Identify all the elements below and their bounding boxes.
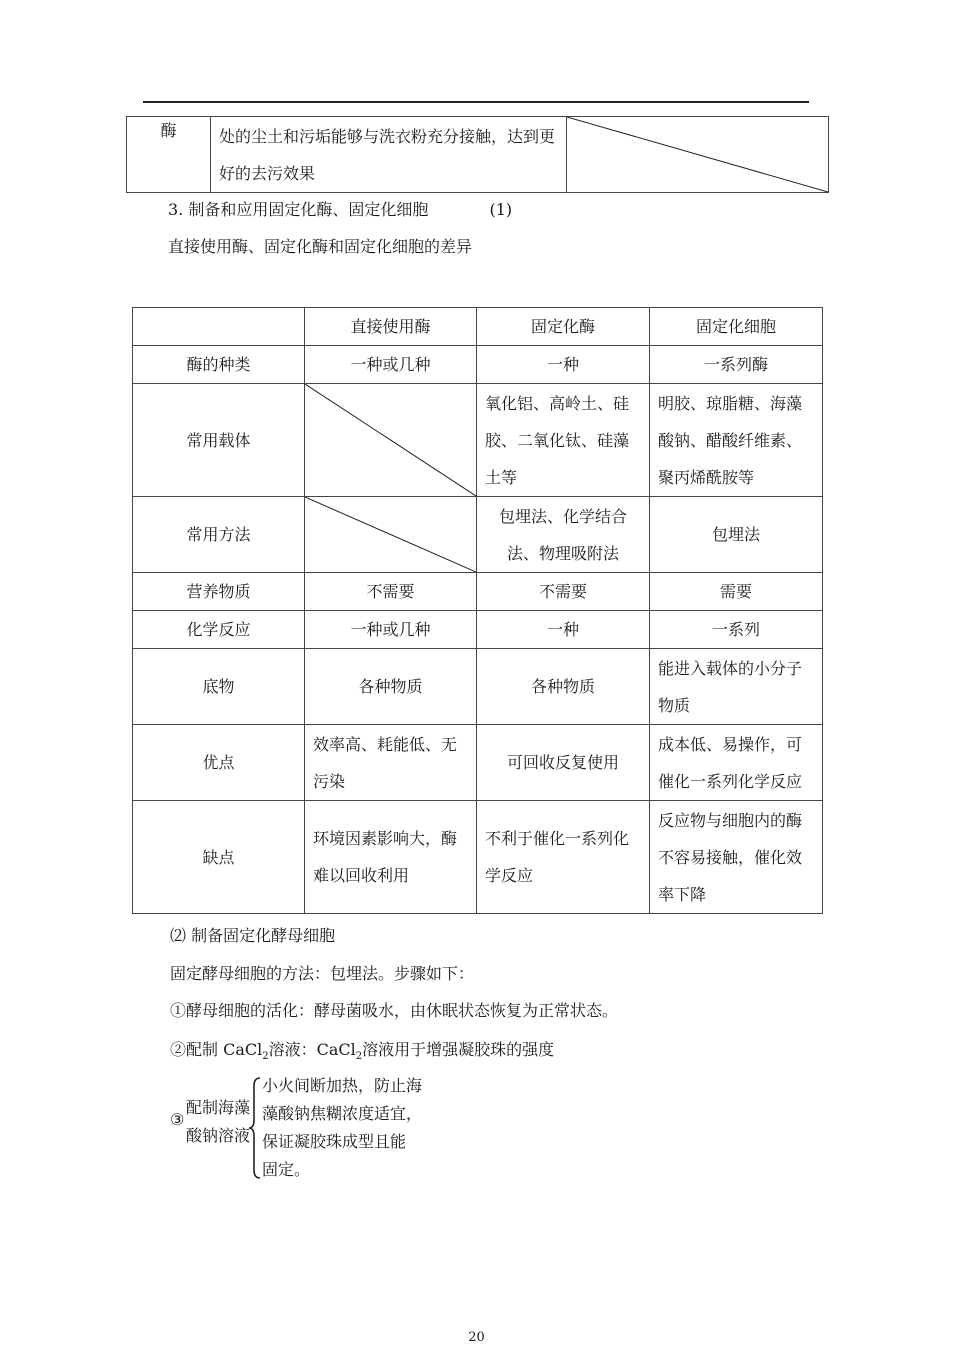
step2-text-a: ②配制 CaCl: [170, 1040, 263, 1059]
cell-cell: 一系列: [650, 611, 823, 649]
cell-direct: 效率高、耗能低、无污染: [305, 725, 477, 801]
cell-enzyme: 氧化铝、高岭土、硅胶、二氧化钛、硅藻土等: [477, 384, 650, 497]
step3-label-line: 配制海藻: [186, 1098, 251, 1117]
table-row: [133, 801, 823, 914]
top-table-diagonal-cell: [567, 117, 829, 193]
step3-marker: ③: [170, 1110, 185, 1129]
top-table-col2: 处的尘土和污垢能够与洗衣粉充分接触，达到更好的去污效果: [211, 117, 567, 193]
cell-cell: 包埋法: [650, 497, 823, 573]
compare-table-header-row: [133, 308, 823, 346]
cell-enzyme: 一种: [477, 346, 650, 384]
section3-heading: [168, 197, 512, 220]
header-cell-cell: 固定化细胞: [650, 308, 823, 346]
step3-detail-line: 藻酸钠焦糊浓度适宜，: [262, 1104, 423, 1123]
row-label: 优点: [133, 725, 305, 801]
page-number: 20: [468, 1330, 485, 1345]
section2-method: 固定酵母细胞的方法：包埋法。步骤如下：: [170, 964, 475, 983]
section2-step2: [170, 1037, 554, 1060]
top-table-col1: 酶: [127, 117, 211, 193]
table-row: [133, 611, 823, 649]
cell-direct-diagonal: [305, 384, 477, 497]
row-label: 营养物质: [133, 573, 305, 611]
cell-direct: 一种或几种: [305, 346, 477, 384]
step3-details: [262, 1072, 422, 1184]
cell-cell: 能进入载体的小分子物质: [650, 649, 823, 725]
cell-enzyme: 各种物质: [477, 649, 650, 725]
cell-direct-diagonal: [305, 497, 477, 573]
header-cell-direct: 直接使用酶: [305, 308, 477, 346]
row-label: 常用载体: [133, 384, 305, 497]
section2-heading: ⑵ 制备固定化酵母细胞: [170, 926, 336, 945]
row-label: 缺点: [133, 801, 305, 914]
table-row: [133, 725, 823, 801]
section2-step1: ①酵母细胞的活化：酵母菌吸水，由休眠状态恢复为正常状态。: [170, 1001, 619, 1020]
row-label: 化学反应: [133, 611, 305, 649]
cell-direct: 一种或几种: [305, 611, 477, 649]
top-table: [126, 116, 829, 193]
cell-enzyme: 不利于催化一系列化学反应: [477, 801, 650, 914]
cell-direct: 不需要: [305, 573, 477, 611]
row-label: 底物: [133, 649, 305, 725]
cell-enzyme: 不需要: [477, 573, 650, 611]
step3-detail-line: 小火间断加热，防止海: [262, 1076, 423, 1095]
header-rule: [143, 101, 809, 103]
table-row: [133, 497, 823, 573]
cell-direct: 各种物质: [305, 649, 477, 725]
cell-enzyme: 包埋法、化学结合法、物理吸附法: [477, 497, 650, 573]
table-row: [133, 573, 823, 611]
curly-brace-icon: [248, 1076, 262, 1180]
table-row: [133, 346, 823, 384]
section3-subheading: 直接使用酶、固定化酶和固定化细胞的差异: [168, 237, 473, 256]
step2-subscript-2: 2: [355, 1051, 363, 1062]
table-row: [133, 649, 823, 725]
step2-text-b: 溶液：CaCl: [268, 1040, 356, 1059]
cell-enzyme: 一种: [477, 611, 650, 649]
cell-cell: 明胶、琼脂糖、海藻酸钠、醋酸纤维素、聚丙烯酰胺等: [650, 384, 823, 497]
section3-heading-text: 3. 制备和应用固定化酶、固定化细胞: [168, 200, 429, 219]
header-cell-empty: [133, 308, 305, 346]
section3-marker: (1): [489, 200, 513, 219]
step3-detail-line: 保证凝胶珠成型且能: [262, 1132, 407, 1151]
step3-detail-line: 固定。: [262, 1160, 311, 1179]
step2-subscript-1: 2: [262, 1051, 269, 1062]
row-label: 酶的种类: [133, 346, 305, 384]
cell-cell: 需要: [650, 573, 823, 611]
step2-text-c: 溶液用于增强凝胶珠的强度: [362, 1040, 555, 1059]
cell-cell: 反应物与细胞内的酶不容易接触，催化效率下降: [650, 801, 823, 914]
header-cell-enzyme: 固定化酶: [477, 308, 650, 346]
cell-direct: 环境因素影响大，酶难以回收利用: [305, 801, 477, 914]
compare-table: [132, 307, 823, 914]
step3-label: [186, 1094, 250, 1150]
cell-cell: 一系列酶: [650, 346, 823, 384]
cell-cell: 成本低、易操作，可催化一系列化学反应: [650, 725, 823, 801]
row-label: 常用方法: [133, 497, 305, 573]
table-row: [133, 384, 823, 497]
step3-label-line: 酸钠溶液: [186, 1126, 251, 1145]
cell-enzyme: 可回收反复使用: [477, 725, 650, 801]
